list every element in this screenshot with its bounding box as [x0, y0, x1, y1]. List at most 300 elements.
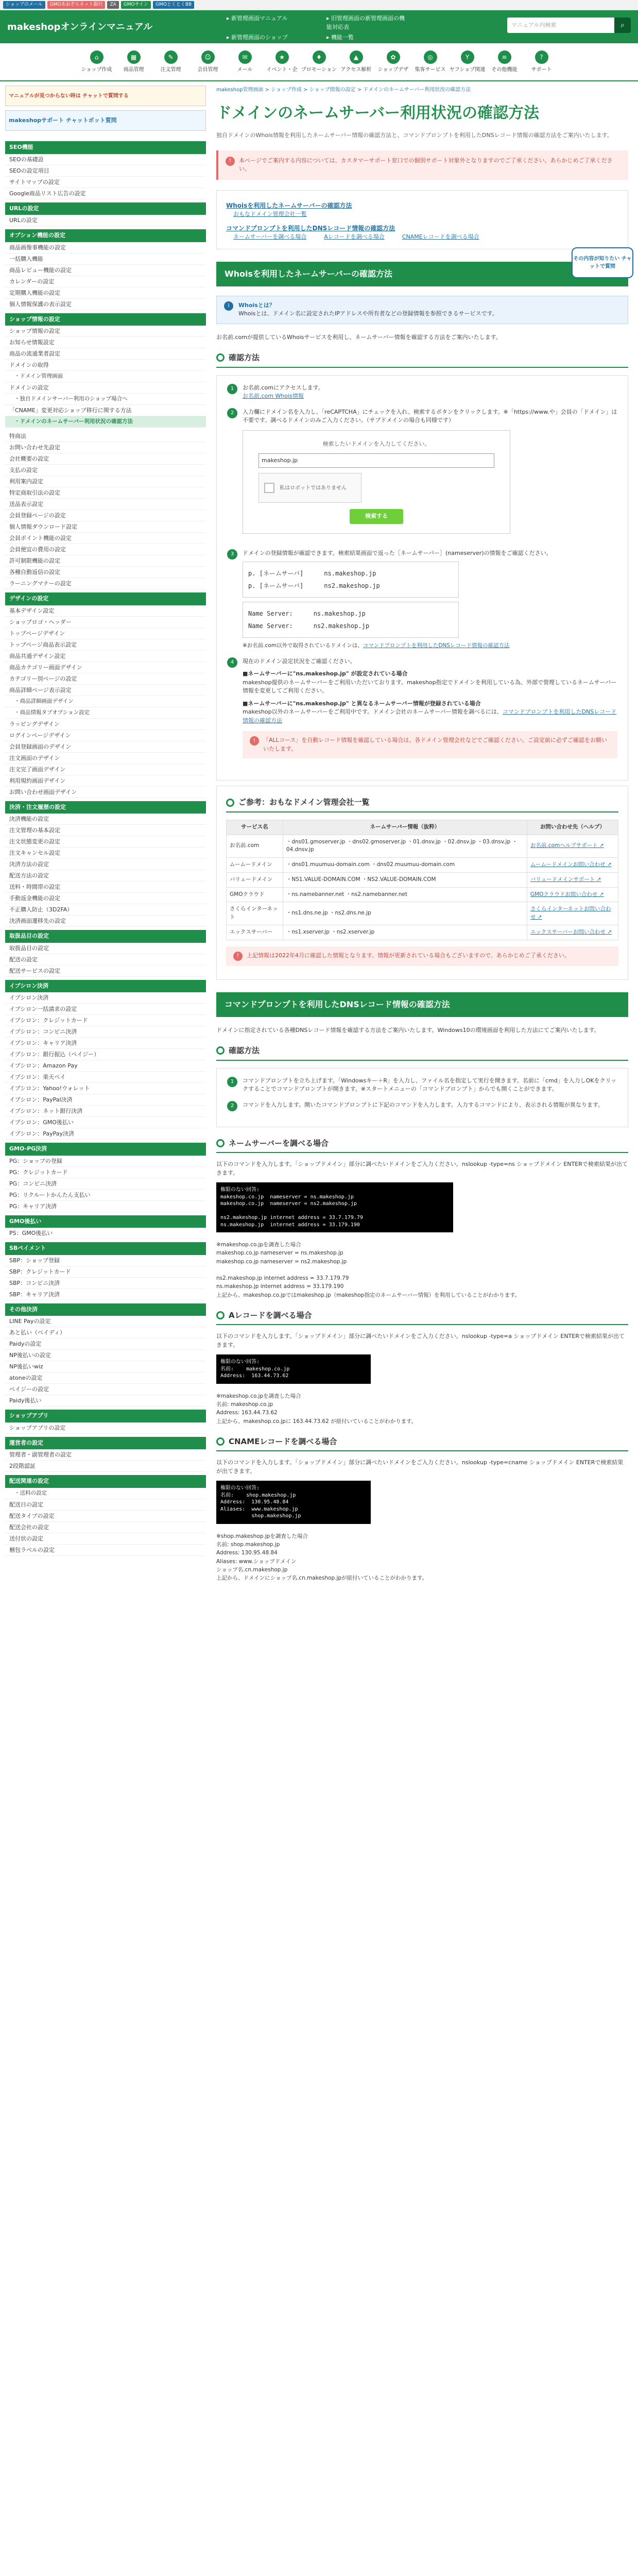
sidebar-item[interactable]: 配送の設定 [5, 954, 206, 965]
chatbot-banner[interactable]: makeshopサポート チャットボット質問 [5, 110, 206, 131]
nav-label: アクセス解析 [340, 66, 372, 73]
nav-item[interactable] [375, 50, 412, 74]
sidebar-item[interactable]: あと払い（ペイディ） [5, 1327, 206, 1338]
sidebar-item[interactable]: 配送日の設定 [5, 1499, 206, 1511]
registrar-name: さくらインターネット [227, 902, 283, 925]
sidebar-item[interactable]: イプシロン：キャリア決済 [5, 1038, 206, 1049]
heading-text: 確認方法 [229, 353, 260, 362]
sidebar-item[interactable]: 商品の流通業者設定 [5, 348, 206, 360]
sidebar-item[interactable]: PG：キャリア決済 [5, 1201, 206, 1212]
sidebar-item[interactable]: 配送会社の設定 [5, 1522, 206, 1533]
sidebar-item[interactable]: 決済機能の設定 [5, 814, 206, 825]
sidebar-item[interactable]: Paidy後払い [5, 1395, 206, 1406]
top-strip-link[interactable]: GMOあおぞらネット銀行 [47, 1, 106, 9]
nav-item[interactable] [115, 50, 152, 74]
sidebar-item[interactable]: 基本デザイン設定 [5, 605, 206, 617]
registrar-name: エックスサーバー [227, 925, 283, 940]
registrar-help [527, 925, 618, 940]
ns-key: p. [ネームサーバ] [248, 570, 304, 577]
sidebar-item[interactable]: PG：ショップの登録 [5, 1156, 206, 1167]
sidebar-item[interactable]: URLの設定 [5, 215, 206, 226]
sidebar-item[interactable]: ドメインの取得 [5, 360, 206, 371]
sidebar-item[interactable]: ・商品詳細画面デザイン [5, 696, 206, 707]
top-strip-link[interactable]: ショップのメール [3, 1, 45, 9]
warning-text: 上記情報は2022年4月に確認した情報となります。情報が更新されている場合もございますので、あらかじめご了承ください。 [247, 952, 570, 959]
sidebar-item[interactable]: 梱包ラベルの設定 [5, 1545, 206, 1556]
a-desc: 以下のコマンドを入力します。「ショップドメイン」部分に調べたいドメインをご入力ください。nslookup -type=a ショップドメイン ENTERで検索結果が出てきます。 [216, 1333, 625, 1348]
registrar-name: GMOクラウド [227, 887, 283, 902]
sidebar-item[interactable]: NP後払いの設定 [5, 1350, 206, 1361]
sidebar-item[interactable]: 特商法 [5, 431, 206, 442]
nav-icon: ▦ [127, 50, 141, 64]
sidebar-item[interactable]: PG：クレジットカード [5, 1167, 206, 1178]
nav-icon: ▲ [350, 50, 363, 64]
cname-result: ※shop.makeshop.jpを調査した場合 名前: shop.makeshop.jp Address: 130.95.48.84 Aliases: www.ショップドメイン ショップ名.cn.makeshop.jp 上記から、ドメインにショップ名.cn.makeshop.jpが紐付いていることがわかります。 [216, 1533, 428, 1582]
search-icon[interactable]: ⌕ [614, 18, 631, 33]
nav-label: プロモーション [301, 66, 337, 73]
toc-cname[interactable]: CNAMEレコードを調べる場合 [402, 233, 479, 240]
step3-note: ※お名前.com以外で取得されているドメインは、 [243, 642, 363, 649]
sidebar-item[interactable]: 会員ポイント機能の設定 [5, 533, 206, 544]
sidebar-item[interactable]: 注文管理の基本設定 [5, 825, 206, 836]
nav-label: 商品管理 [123, 66, 144, 73]
top-strip [0, 0, 638, 10]
header-link[interactable]: ▸ 旧管理画面の新管理画面の機能対応表 [326, 15, 405, 30]
sidebar-group [5, 980, 206, 1140]
nav-label: その他機能 [491, 66, 518, 73]
help-link[interactable]: さくらインターネットお問い合わせ ↗ [530, 906, 611, 920]
nav-item[interactable] [338, 50, 375, 74]
registrar-name: ムームードメイン [227, 858, 283, 873]
nav-item[interactable] [264, 50, 301, 74]
step-text: コマンドプロンプトを立ち上げます。「Windowsキー＋R」を入力し、ファイル名を指定して実行を開きます。名前に「cmd」を入力しOKをクリックすることでコマンドプロンプトが開きます。※スタートメニューの「コマンドプロンプト」からでも開くことができます。 [243, 1077, 617, 1092]
nav-item[interactable] [412, 50, 449, 74]
a-result: ※makeshop.co.jpを調査した場合 名前: makeshop.co.jp Address: 163.44.73.62 上記から、makeshop.co.jpに 163.44.73.62 が紐付いていることがわかります。 [216, 1393, 417, 1425]
sidebar-item[interactable]: イプシロン：コンビニ決済 [5, 1026, 206, 1038]
breadcrumb[interactable]: makeshop管理画面 > ショップ作成 > ショップ情報の設定 > ドメインのネームサーバー利用状況の確認方法 [216, 87, 471, 93]
ns-value: ns.makeshop.jp [324, 570, 376, 577]
nav-label: ショップデザ [377, 66, 409, 73]
section-whois-header [216, 256, 632, 286]
step-number: 4 [227, 657, 237, 668]
sidebar-item[interactable]: 商品共通デザイン設定 [5, 651, 206, 662]
sidebar-item[interactable]: 個人情報ダウンロード設定 [5, 521, 206, 533]
terminal-ns: 権限のない回答: makeshop.co.jp nameserver = ns.makeshop.jp makeshop.co.jp nameserver = ns2.makeshop.jp ns2.makeshop.jp internet address = 33.7.179.79 ns.makeshop.jp internet address = 33.179.190 [216, 1182, 453, 1232]
site-header [0, 10, 638, 52]
sidebar-item[interactable]: ログインページデザイン [5, 730, 206, 741]
sidebar-item[interactable]: 2段階認証 [5, 1461, 206, 1472]
sidebar-item[interactable]: 管理者・副管理者の設定 [5, 1449, 206, 1461]
sidebar-group-title[interactable]: SEO機能 [5, 141, 206, 154]
registrar-help [527, 872, 618, 887]
section-command-header [216, 992, 628, 1017]
sidebar-item[interactable]: NP後払いwiz [5, 1361, 206, 1372]
help-link[interactable]: エックスサーバーお問い合わせ ↗ [530, 928, 612, 935]
sidebar-group [5, 313, 206, 428]
sidebar-group-title[interactable]: その他決済 [5, 1303, 206, 1316]
sidebar-group [5, 1303, 206, 1407]
heading-confirm-2 [216, 1042, 628, 1061]
sidebar-item[interactable]: 配送タイプの設定 [5, 1511, 206, 1522]
warning-box-2 [226, 946, 618, 966]
sidebar-item[interactable]: イプシロン：楽天ペイ [5, 1072, 206, 1083]
sidebar-item[interactable]: SBP：キャリア決済 [5, 1289, 206, 1300]
search-input[interactable] [507, 18, 631, 33]
ns-key: Name Server: [248, 622, 293, 630]
header-links [227, 14, 409, 53]
toc-command[interactable]: コマンドプロンプトを利用したDNSレコード情報の確認方法 [226, 225, 395, 232]
sidebar-item[interactable]: 送品表示設定 [5, 499, 206, 510]
sidebar-item[interactable]: ・商品情報タブオプション設定 [5, 707, 206, 719]
sidebar-item[interactable]: イプシロン：PayPay決済 [5, 1128, 206, 1140]
sidebar-item[interactable]: イプシロン：Yahoo!ウォレット [5, 1083, 206, 1094]
sidebar-group [5, 1215, 206, 1240]
nav-icon: ☺ [201, 50, 215, 64]
nav-label: ショップ作成 [81, 66, 112, 73]
terminal-cname: 権限のない回答: 名前: shop.makeshop.jp Address: 130.95.48.84 Aliases: www.makeshop.jp shop.makeshop.jp [216, 1481, 371, 1524]
sidebar-item[interactable]: 手動返金機能の設定 [5, 893, 206, 904]
table-row [227, 925, 618, 940]
sidebar-item[interactable]: ドメインの設定 [5, 382, 206, 394]
warning-text: 「ALLコース」を自動レコード情報を確認している場合は、各ドメイン管理会社などでご確認ください。ご設定前に必ずご確認をお願いいたします。 [263, 737, 607, 752]
sidebar-item[interactable]: ショップ情報の設定 [5, 326, 206, 337]
registrar-help [527, 902, 618, 925]
top-strip-link[interactable]: ZA [107, 1, 118, 9]
sidebar-item[interactable]: 送料・時間帯の設定 [5, 882, 206, 893]
ns-row [248, 607, 453, 620]
heading-confirm [216, 349, 628, 368]
ns-key: p. [ネームサーバ] [248, 582, 304, 589]
header-right [507, 18, 631, 33]
sidebar-group-title[interactable]: URLの設定 [5, 202, 206, 215]
sidebar-item[interactable]: ショップロゴ・ヘッダー [5, 617, 206, 628]
sidebar-item[interactable]: 不正購入防止（3D2FA） [5, 904, 206, 916]
sidebar-item[interactable]: トップページ商品表示設定 [5, 639, 206, 651]
sidebar-item[interactable]: イプシロン：PayPal決済 [5, 1094, 206, 1106]
help-link[interactable]: お名前.comヘルプサポート ↗ [530, 842, 604, 849]
sidebar-item[interactable]: イプシロン決済 [5, 992, 206, 1004]
ns-result: ※makeshop.co.jpを調査した場合 makeshop.co.jp nameserver = ns.makeshop.jp makeshop.co.jp nameserver = ns2.makeshop.jp ns2.makeshop.jp internet address = 33.7.179.79 ns.makeshop.jp internet address = 33.179.190 上記から、makeshop.co.jpではmakeshop.jp（makeshop指定のネームサーバー情報）を利用していることがわかります。 [216, 1242, 521, 1298]
sidebar-item[interactable]: ・独自ドメインサーバー利用のショップ場合へ [5, 394, 206, 405]
heading-cname [216, 1433, 628, 1452]
sidebar-group [5, 431, 206, 589]
sidebar-group-title[interactable]: 決済・注文履歴の設定 [5, 801, 206, 814]
sidebar-group-title[interactable]: 配送関連の設定 [5, 1475, 206, 1488]
sidebar-group [5, 202, 206, 227]
sidebar-group [5, 592, 206, 798]
heading-text: 確認方法 [229, 1046, 260, 1055]
sidebar-item[interactable]: イプシロン：ネット銀行決済 [5, 1106, 206, 1117]
sidebar-group [5, 141, 206, 199]
site-logo[interactable]: makeshopオンラインマニュアル [7, 21, 153, 32]
table-header: ネームサーバー情報（抜粋） [283, 820, 527, 835]
sidebar-item[interactable]: 会員便宜の費用の設定 [5, 544, 206, 555]
sidebar-item[interactable]: ラッピングデザイン [5, 719, 206, 730]
ns-row [248, 580, 453, 592]
heading-text: ご参考：おもなドメイン管理会社一覧 [238, 798, 370, 807]
sidebar-item[interactable]: カレンダーの設定 [5, 276, 206, 287]
sidebar-item[interactable]: トップページデザイン [5, 628, 206, 639]
sidebar-item[interactable]: 配送サービスの設定 [5, 965, 206, 977]
nav-item[interactable] [78, 50, 115, 74]
heading-a [216, 1307, 628, 1326]
step-2 [227, 408, 617, 542]
help-link[interactable]: バリュードメインサポート ↗ [530, 876, 601, 883]
heading-registrar [226, 793, 618, 812]
sidebar-item[interactable]: 配送方法の設定 [5, 870, 206, 882]
sidebar-item[interactable]: ・送料の設定 [5, 1488, 206, 1499]
chat-bubble[interactable]: その内容が知りたい チャットで質問 [572, 247, 633, 278]
sidebar-group-title[interactable]: ショップアプリ [5, 1410, 206, 1422]
ns-result-box-2 [243, 602, 459, 638]
sidebar-item[interactable]: Google商品リスト広告の設定 [5, 188, 206, 199]
table-header: サービス名 [227, 820, 283, 835]
sidebar-item[interactable]: イプシロン：GMO後払い [5, 1117, 206, 1128]
top-strip-link[interactable]: GMOとくとくBB [153, 1, 194, 9]
nav-icon: Y [461, 50, 474, 64]
sidebar-item[interactable]: 商品詳細ページ表示設定 [5, 685, 206, 696]
heading-dot-icon [216, 1046, 225, 1055]
heading-dot-icon [216, 1139, 225, 1147]
onamae-whois-link[interactable]: お名前.com Whois情報 [243, 393, 304, 399]
sidebar-item[interactable]: イプシロン：Amazon Pay [5, 1060, 206, 1072]
table-row [227, 887, 618, 902]
nav-item[interactable] [523, 50, 560, 74]
case-b-title: ■ネームサーバーに"ns.makeshop.jp" と異なるネームサーバー情報が登録されている場合 [243, 700, 481, 707]
sidebar-item[interactable]: 注文キャンセル設定 [5, 848, 206, 859]
sidebar-group-title[interactable]: イプシロン決済 [5, 980, 206, 993]
sidebar-item[interactable]: 注文完了画面デザイン [5, 764, 206, 775]
sidebar-item[interactable]: 支払の設定 [5, 465, 206, 476]
terminal-a: 権限のない回答: 名前: makeshop.co.jp Address: 163.44.73.62 [216, 1354, 371, 1384]
sidebar-item[interactable]: 商品レビュー機能の設定 [5, 265, 206, 276]
sidebar-group [5, 1410, 206, 1434]
registrar-help [527, 887, 618, 902]
sidebar-group-title[interactable]: GMO後払い [5, 1215, 206, 1228]
header-link[interactable]: ▸ よくある質問 [227, 44, 266, 52]
sidebar-item[interactable]: ・ドメインのネームサーバー利用状況の確認方法 [5, 416, 206, 428]
ns-key: Name Server: [248, 610, 293, 617]
sidebar-item[interactable]: 商品カテゴリー画面デザイン [5, 662, 206, 673]
sidebar-item[interactable]: お知らせ情報設定 [5, 337, 206, 348]
nav-icon: ? [535, 50, 548, 64]
support-alert [216, 150, 628, 180]
sidebar-item[interactable]: 利用案内設定 [5, 476, 206, 487]
sidebar-group-title[interactable]: オプション機能の設定 [5, 229, 206, 242]
sidebar-item[interactable]: ショップアプリの設定 [5, 1422, 206, 1434]
nav-item[interactable] [486, 50, 523, 74]
table-header: お問い合わせ先（ヘルプ） [527, 820, 618, 835]
whois-form-mock [243, 430, 510, 534]
header-link[interactable]: ▸ 新管理画面のショップ [227, 34, 288, 41]
registrar-name: バリュードメイン [227, 872, 283, 887]
sidebar-item[interactable]: 「CNAME」変更対応ショップ移行に関する方法 [5, 405, 206, 416]
registrar-ns: ・ns1.xserver.jp ・ns2.xserver.jp [283, 925, 527, 940]
sidebar-item[interactable]: SEOの設定項目 [5, 165, 206, 177]
warning-icon: ! [250, 736, 259, 745]
ns-desc: 以下のコマンドを入力します。「ショップドメイン」部分に調べたいドメインをご入力ください。nslookup -type=ns ショップドメイン ENTERで検索結果が出てきます。 [216, 1161, 628, 1176]
heading-dot-icon [216, 1311, 225, 1319]
sidebar-item[interactable]: 会社概要の設定 [5, 453, 206, 465]
step-3 [227, 549, 617, 650]
sidebar-group-title[interactable]: GMO-PG決済 [5, 1143, 206, 1156]
sidebar-group-title[interactable]: 取扱品目の設定 [5, 930, 206, 943]
toc-a[interactable]: Aレコードを調べる場合 [324, 233, 385, 240]
sidebar-group-title[interactable]: 運営者の設定 [5, 1437, 206, 1450]
sidebar-group [5, 1475, 206, 1556]
sidebar-item[interactable]: Paidyの設定 [5, 1338, 206, 1350]
sidebar-item[interactable]: SBP：コンビニ決済 [5, 1278, 206, 1289]
whois-steps [216, 375, 628, 781]
sidebar-item[interactable]: 注文画面のデザイン [5, 753, 206, 764]
sidebar-group [5, 229, 206, 310]
step-text: 入力欄にドメイン名を入力し、「reCAPTCHA」にチェックを入れ、検索するボタンをクリックします。※「https://www.や」会員の「ドメイン」は不要です。調べるドメインのみご入力ください。（サブドメインの場合も同様です） [243, 408, 617, 423]
registrar-name: お名前.com [227, 835, 283, 858]
command-steps [216, 1068, 628, 1127]
heading-text: ネームサーバーを調べる場合 [229, 1138, 329, 1148]
step-1 [227, 384, 617, 401]
sidebar-item[interactable]: 許可制限機能の設定 [5, 555, 206, 567]
step-number: 1 [227, 384, 237, 394]
section-lead: ドメインに指定されている各種DNSレコード情報を確認する方法をご案内いたします。Windows10の環境画面を利用した方法にてご案内いたします。 [216, 1026, 600, 1033]
sidebar-item[interactable]: 利用規約画面デザイン [5, 775, 206, 787]
step-text: ドメインの登録情報が確認できます。検索結果画面で返った［ネームサーバー］(nameserver)の情報をご確認ください。 [243, 549, 552, 556]
recaptcha[interactable] [258, 473, 361, 503]
whois-intro: お名前.comが提供しているWhoisサービスを利用し、ネームサーバー情報を確認する方法をご案内いたします。 [216, 333, 502, 341]
sidebar-item[interactable]: PG：リクルートかんたん支払い [5, 1190, 206, 1201]
domain-input[interactable]: makeshop.jp [258, 453, 494, 468]
sidebar-item[interactable]: カテゴリー別ページの設定 [5, 673, 206, 685]
table-row [227, 835, 618, 858]
alert-text: 本ページでご案内する内容については、カスタマーサポート窓口での個別サポート対象外となりますのでご了承ください。あらかじめご了承ください。 [239, 157, 613, 172]
sidebar-item[interactable]: イプシロン：クレジットカード [5, 1015, 206, 1026]
ns-result-box [243, 562, 459, 598]
help-link[interactable]: ムームードメインお問い合わせ ↗ [530, 861, 612, 868]
sidebar-item[interactable]: 会員登録ページの設定 [5, 510, 206, 521]
sidebar-item[interactable]: 決済画面遷移先の設定 [5, 916, 206, 927]
nav-icon: ✎ [164, 50, 178, 64]
nav-item[interactable] [189, 50, 227, 74]
header-link[interactable]: ▸ 操作状態についてる [326, 44, 382, 52]
sidebar-item[interactable]: LINE Payの設定 [5, 1316, 206, 1327]
sidebar-item[interactable]: 送付状の設定 [5, 1533, 206, 1545]
registrar-ns: ・ns.namebanner.net ・ns2.namebanner.net [283, 887, 527, 902]
whois-title: Whoisとは？ [238, 301, 275, 309]
nav-item[interactable] [449, 50, 486, 74]
toc-registrar-list[interactable]: おもなドメイン管理会社一覧 [233, 210, 307, 217]
nav-icon: ≡ [498, 50, 511, 64]
table-row [227, 902, 618, 925]
header-link[interactable]: ▸ 新管理画面マニュアル [227, 15, 288, 22]
sidebar-item[interactable]: 決済方法の設定 [5, 859, 206, 870]
step-text: お名前.comにアクセスします。 [243, 384, 324, 391]
step-text: コマンドを入力します。開いたコマンドプロンプトに下記のコマンドを入力します。入力するコマンドにより、表示される情報が異なります。 [243, 1101, 604, 1108]
step-number: 1 [227, 1077, 237, 1087]
sidebar-item[interactable]: 商品画像事機能の設定 [5, 242, 206, 253]
sidebar-group-title[interactable]: ショップ情報の設定 [5, 313, 206, 326]
top-strip-link[interactable]: GMOサイン [121, 1, 151, 9]
checkbox[interactable] [264, 483, 274, 493]
sidebar-item[interactable]: ペイジーの設定 [5, 1384, 206, 1395]
registrar-ns: ・dns01.muumuu-domain.com ・dns02.muumuu-domain.com [283, 858, 527, 873]
mock-title: 検索したいドメインを入力してください。 [322, 440, 430, 447]
sidebar-item[interactable]: ラーニングマナーの設定 [5, 578, 206, 589]
registrar-ns: ・dns01.gmoserver.jp ・dns02.gmoserver.jp ・01.dnsv.jp ・02.dnsv.jp ・03.dnsv.jp ・04.dnsv.jp [283, 835, 527, 858]
sidebar-item[interactable]: イプシロン一括請求の設定 [5, 1004, 206, 1015]
sidebar-item[interactable]: 特定商取引法の設定 [5, 487, 206, 499]
info-icon: i [224, 301, 233, 311]
sidebar-item[interactable]: お問い合わせ画面デザイン [5, 787, 206, 798]
sidebar-item[interactable]: ・ドメイン管理画面 [5, 371, 206, 382]
help-link[interactable]: GMOクラウドお問い合わせ ↗ [530, 891, 604, 897]
chat-banner[interactable]: マニュアルが見つからない時は チャットで質問する [5, 86, 206, 106]
nav-icon: ✿ [387, 50, 400, 64]
sidebar-item[interactable]: 定期購入機能の設定 [5, 287, 206, 299]
step-4 [227, 657, 617, 765]
sidebar-item[interactable]: SEOの基礎設 [5, 154, 206, 165]
header-link[interactable]: ▸ 機能一覧 [326, 34, 354, 41]
search-button[interactable]: 検索する [350, 509, 403, 524]
sidebar-item[interactable]: PG：コンビニ決済 [5, 1178, 206, 1190]
nav-item[interactable] [152, 50, 189, 74]
sidebar-group [5, 1242, 206, 1300]
command-link[interactable]: コマンドプロンプトを利用したDNSレコード情報の確認方法 [363, 642, 510, 649]
sidebar-item[interactable]: 各種自動返信の設定 [5, 567, 206, 578]
sidebar-item[interactable]: お問い合わせ先設定 [5, 442, 206, 453]
warning-box [243, 731, 617, 758]
nav-label: ヤフショプ関連 [449, 66, 486, 73]
whois-text: Whoisとは、ドメイン名に設定されたIPアドレスや所有者などの登録情報を参照できるサービスです。 [238, 310, 498, 317]
toc-ns[interactable]: ネームサーバーを調べる場合 [233, 233, 307, 240]
step-text: 現在のドメイン設定状況をご確認ください。 [243, 657, 356, 665]
registrar-table [226, 820, 618, 940]
toc-whois[interactable]: Whoisを利用したネームサーバーの確認方法 [226, 201, 352, 209]
registrar-help [527, 835, 618, 858]
sidebar-group-title[interactable]: SBペイメント [5, 1242, 206, 1255]
sidebar-item[interactable]: atoneの設定 [5, 1372, 206, 1384]
nav-item[interactable] [227, 50, 264, 74]
sidebar-group [5, 1143, 206, 1212]
ns-row [248, 567, 453, 580]
cname-desc: 以下のコマンドを入力します。「ショップドメイン」部分に調べたいドメインをご入力ください。nslookup -type=cname ショップドメイン ENTERで検索結果が出てきます。 [216, 1459, 624, 1475]
heading-text: Aレコードを調べる場合 [229, 1310, 312, 1320]
sidebar-group [5, 930, 206, 977]
sidebar-item[interactable]: 取扱品目の設定 [5, 943, 206, 954]
nav-label: 会員管理 [197, 66, 218, 73]
sidebar-item[interactable]: 個人情報保護の表示設定 [5, 299, 206, 310]
case-a-title: ■ネームサーバーに"ns.makeshop.jp" が設定されている場合 [243, 670, 408, 677]
heading-dot-icon [216, 353, 225, 362]
sidebar-item[interactable]: SBP：クレジットカード [5, 1266, 206, 1278]
sidebar-item[interactable]: イプシロン：銀行振込（ペイジー） [5, 1049, 206, 1060]
sidebar-item[interactable]: 注文状態変更の設定 [5, 836, 206, 848]
sidebar-item[interactable]: 会員登録画面のデザイン [5, 741, 206, 753]
sidebar-item[interactable]: サイトマップの設定 [5, 177, 206, 188]
registrar-help [527, 858, 618, 873]
command-link-2[interactable]: コマンドプロンプトを利用したDNSレコード情報の確認方法 [243, 708, 617, 724]
section-title: コマンドプロンプトを利用したDNSレコード情報の確認方法 [225, 999, 450, 1009]
sidebar-item[interactable]: PS：GMO後払い [5, 1228, 206, 1239]
heading-text: CNAMEレコードを調べる場合 [229, 1436, 337, 1446]
case-a-text: makeshop提供のネームサーバーをご利用いただいております。makeshop指定でドメインを利用している為、外部で管理しているネームサーバー情報を変更してご利用ください。 [243, 679, 617, 694]
nav-icon: ★ [275, 50, 289, 64]
sidebar-item[interactable]: 一括購入機能 [5, 253, 206, 265]
nav-item[interactable] [301, 50, 338, 74]
sidebar-item[interactable]: SBP：ショップ登録 [5, 1255, 206, 1266]
sidebar-group-title[interactable]: デザインの設定 [5, 592, 206, 605]
registrar-ns: ・NS1.VALUE-DOMAIN.COM ・NS2.VALUE-DOMAIN.COM [283, 872, 527, 887]
step-number: 2 [227, 1101, 237, 1111]
